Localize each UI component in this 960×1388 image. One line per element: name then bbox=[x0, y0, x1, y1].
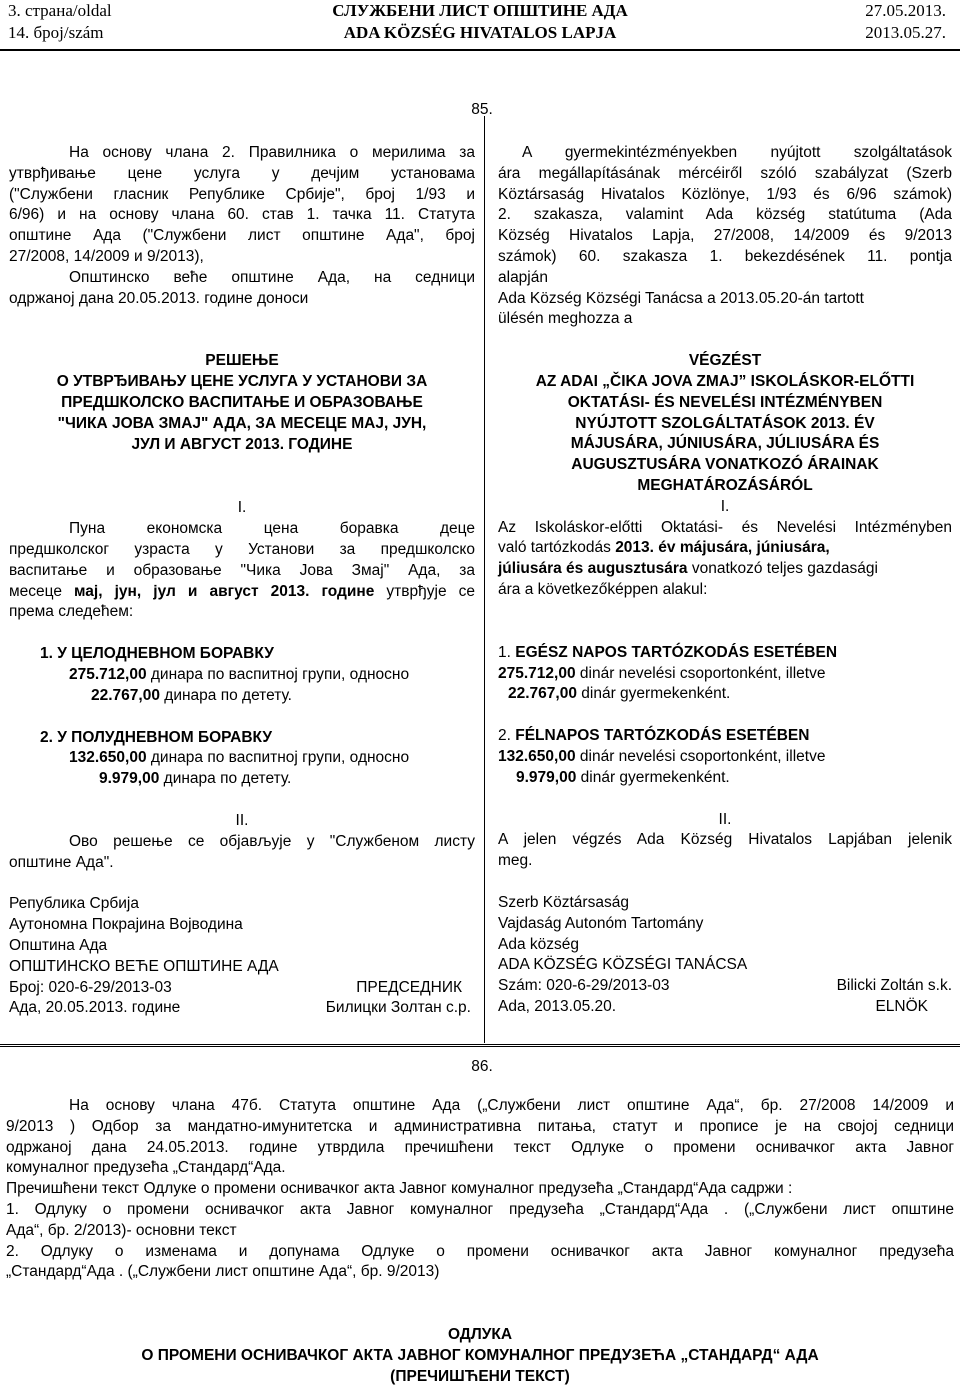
section-line: предшколског узраста у Установи за предшколско bbox=[9, 540, 475, 558]
item-line: 22.767,00 динара по детету. bbox=[91, 686, 292, 704]
item-title: 2. У ПОЛУДНЕВНОМ БОРАВКУ bbox=[40, 728, 273, 746]
signature-number-row bbox=[498, 976, 952, 997]
amount: 275.712,00 bbox=[69, 665, 147, 683]
amount: 22.767,00 bbox=[91, 686, 160, 704]
item-title: 1. У ЦЕЛОДНЕВНОМ БОРАВКУ bbox=[40, 645, 274, 663]
preamble-line: 27/2008, 14/2009 и 9/2013), bbox=[9, 247, 204, 265]
section-number: II. bbox=[235, 811, 249, 829]
body-line: 2. Одлуку о изменама и допунама Одлуке о промени оснивачког акта Јавног комуналног предузећа bbox=[6, 1242, 954, 1260]
preamble-line: На основу члана 2. Правилника о мерилима за bbox=[69, 144, 475, 161]
header-rule bbox=[0, 49, 960, 51]
signatory-title: ELNÖK bbox=[875, 997, 928, 1015]
header-right bbox=[865, 0, 946, 44]
preamble-line: alapján bbox=[498, 268, 548, 286]
decision-number: Број: 020-6-29/2013-03 bbox=[9, 978, 172, 996]
signature-line: Vajdaság Autonóm Tartomány bbox=[498, 914, 704, 932]
preamble-line: Község Hivatalos Lapja, 27/2008, 14/2009 és 9/2013 bbox=[498, 227, 952, 245]
header-title-hu: ADA KÖZSÉG HIVATALOS LAPJA bbox=[343, 23, 617, 42]
body-line: одржаној дана 24.05.2013. године утврдила пречишћени текст Одлуке о промени оснивачког акта Јавног bbox=[6, 1138, 954, 1156]
doc85-sr-preamble bbox=[9, 143, 475, 309]
body-line: Ада“, бр. 2/2013)- основни текст bbox=[6, 1221, 237, 1239]
doc86-separator bbox=[0, 1044, 960, 1047]
section-line: Пуна економска цена боравка деце bbox=[69, 520, 475, 538]
doc85-hu-item-1 bbox=[498, 643, 952, 705]
item-line: 132.650,00 динара по васпитној групи, односно bbox=[69, 749, 410, 767]
section-line: васпитање и образовање "Чика Јова Змај" Ада, за bbox=[9, 561, 475, 579]
signature-line: Ada község bbox=[498, 935, 579, 953]
doc85-sr-column bbox=[9, 143, 475, 1019]
amount: 132.650,00 bbox=[69, 749, 147, 767]
title-line: MEGHATÁROZÁSÁRÓL bbox=[637, 476, 813, 494]
doc85-hu-column bbox=[498, 143, 952, 1018]
title-line: О ПРОМЕНИ ОСНИВАЧКОГ АКТА ЈАВНОГ КОМУНАЛНОГ ПРЕДУЗЕЋА „СТАНДАРД“ АДА bbox=[141, 1346, 819, 1364]
section-number: I. bbox=[720, 497, 730, 515]
header-center bbox=[230, 0, 730, 44]
body-line: Пречишћени текст Одлуке о промени оснивачког акта Јавног комуналног предузећа „Стандард“Ада садржи : bbox=[6, 1180, 793, 1198]
amount: 22.767,00 bbox=[508, 685, 577, 703]
title-line: РЕШЕЊЕ bbox=[205, 352, 279, 370]
title-line: MÁJUSÁRA, JÚNIUSÁRA, JÚLIUSÁRA ÉS bbox=[570, 435, 880, 453]
doc85-sr-signature bbox=[9, 894, 475, 1019]
section-line: месеце мај, јун, јул и август 2013. године утврђује се bbox=[9, 582, 476, 600]
amount: 275.712,00 bbox=[498, 664, 576, 682]
preamble-line: számok) 60. szakasza 1. bekezdésének 11. pontja bbox=[498, 247, 952, 265]
header-page-number: 3. страна/oldal bbox=[8, 1, 112, 20]
signature-line: Аутономна Покрајина Војводина bbox=[9, 916, 243, 934]
signature-line: Република Србија bbox=[9, 895, 139, 913]
section-line: према следећем: bbox=[9, 603, 134, 621]
signature-line: Општина Ада bbox=[9, 936, 108, 954]
item-line: 9.979,00 динара по детету. bbox=[99, 770, 292, 788]
preamble-line: ("Службени гласник Републике Србије", број 1/93 и bbox=[9, 185, 475, 203]
doc85-sr-item-2 bbox=[9, 728, 475, 790]
title-line: VÉGZÉST bbox=[688, 352, 762, 370]
title-line: NYÚJTOTT SZOLGÁLTATÁSOK 2013. ÉV bbox=[575, 414, 875, 432]
title-line: AUGUSZTUSÁRA VONATKOZÓ ÁRAINAK bbox=[571, 456, 879, 474]
header-date-hu: 2013.05.27. bbox=[865, 23, 946, 42]
doc85-sr-item-1 bbox=[9, 644, 475, 706]
title-line: OKTATÁSI- ÉS NEVELÉSI INTÉZMÉNYBEN bbox=[567, 393, 883, 411]
preamble-line: одржаној дана 20.05.2013. године доноси bbox=[9, 289, 309, 307]
doc85-hu-title bbox=[498, 351, 952, 497]
title-line: AZ ADAI „ČIKA JOVA ZMAJ” ISKOLÁSKOR-ELŐTTI bbox=[535, 372, 915, 390]
section-line: A jelen végzés Ada Község Hivatalos Lapjában jelenik bbox=[498, 831, 952, 849]
doc86-number: 86. bbox=[471, 1058, 493, 1075]
section-number: I. bbox=[237, 499, 247, 517]
doc85-hu-signature bbox=[498, 893, 952, 1018]
preamble-line: ára megállapításának mércéiről szóló szabályzat (Szerb bbox=[498, 164, 952, 182]
decision-date: Ада, 20.05.2013. године bbox=[9, 999, 181, 1017]
preamble-line: 2. szakasza, valamint Ada község statútuma (Ada bbox=[498, 206, 952, 224]
doc85-hu-item-2 bbox=[498, 726, 952, 788]
title-line: ОДЛУКА bbox=[447, 1326, 513, 1344]
section-line: való tartózkodás 2013. év májusára, júniusára, bbox=[498, 539, 830, 557]
body-line: „Стандард“Ада . („Службени лист општине Ада“, бр. 9/2013) bbox=[6, 1263, 440, 1281]
signatory-name: Bilicki Zoltán s.k. bbox=[836, 977, 952, 995]
doc85-sr-section-1 bbox=[9, 498, 475, 623]
doc86-body bbox=[6, 1096, 954, 1388]
section-line: júliusára és augusztusára vonatkozó teljes gazdasági bbox=[498, 560, 878, 578]
doc85-number: 85. bbox=[471, 101, 493, 118]
signatory-name: Билицки Золтан с.р. bbox=[325, 999, 471, 1017]
item-line: 275.712,00 dinár nevelési csoportonként, illetve bbox=[498, 664, 826, 682]
doc85-hu-section-1 bbox=[498, 497, 952, 601]
preamble-line: општине Ада ("Службени лист општине Ада", број bbox=[9, 227, 475, 245]
doc85-sr-section-2 bbox=[9, 811, 475, 873]
doc85-hu-preamble bbox=[498, 143, 952, 330]
preamble-line: Köztársaság Hivatalos Közlönye, 1/93 és 6/96 számok) bbox=[498, 185, 952, 203]
decision-number: Szám: 020-6-29/2013-03 bbox=[498, 977, 670, 995]
column-divider bbox=[484, 116, 485, 1043]
signature-line: ОПШТИНСКО ВЕЋЕ ОПШТИНЕ АДА bbox=[9, 957, 279, 975]
doc85-sr-title bbox=[9, 351, 475, 455]
body-line: 1. Одлуку о промени оснивачког акта Јавног комуналног предузећа „Стандард“Ада . („Службени лист општине bbox=[6, 1200, 954, 1218]
doc85-hu-section-2 bbox=[498, 810, 952, 872]
item-line: 132.650,00 dinár nevelési csoportonként, illetve bbox=[498, 747, 826, 765]
preamble-line: утврђивање цене услуга у дечјим установама bbox=[9, 164, 475, 182]
body-line: На основу члана 47б. Статута општине Ада („Службени лист општине Ада“, бр. 27/2008 14/2009 и bbox=[69, 1097, 954, 1114]
title-line: ПРЕДШКОЛСКО ВАСПИТАЊЕ И ОБРАЗОВАЊЕ bbox=[61, 393, 423, 411]
decision-date: Ada, 2013.05.20. bbox=[498, 997, 617, 1015]
section-line: meg. bbox=[498, 852, 533, 870]
signature-number-row bbox=[9, 978, 475, 999]
signatory-title: ПРЕДСЕДНИК bbox=[356, 978, 462, 996]
signature-line: Szerb Köztársaság bbox=[498, 893, 629, 911]
header-date-sr: 27.05.2013. bbox=[865, 1, 946, 20]
section-number: II. bbox=[718, 810, 732, 828]
title-line: (ПРЕЧИШЋЕНИ ТЕКСТ) bbox=[390, 1367, 570, 1385]
header-issue-number: 14. број/szám bbox=[8, 23, 104, 42]
body-line: комуналног предузећа „Стандард“Ада. bbox=[6, 1159, 286, 1177]
amount: 9.979,00 bbox=[99, 770, 160, 788]
section-line: општине Ада". bbox=[9, 853, 114, 871]
preamble-line: Ada Község Községi Tanácsa a 2013.05.20-án tartott bbox=[498, 289, 864, 307]
section-line: ára a következőképpen alakul: bbox=[498, 580, 708, 598]
doc86-title bbox=[6, 1325, 954, 1387]
signature-date-row bbox=[9, 998, 475, 1019]
amount: 9.979,00 bbox=[516, 768, 577, 786]
item-line: 9.979,00 dinár gyermekenként. bbox=[516, 768, 730, 786]
title-line: "ЧИКА ЈОВА ЗМАЈ" АДА, ЗА МЕСЕЦЕ МАЈ, ЈУН, bbox=[57, 414, 427, 432]
preamble-line: 6/96) и на основу члана 60. став 1. тачка 11. Статута bbox=[9, 206, 475, 224]
signature-line: ADA KÖZSÉG KÖZSÉGI TANÁCSA bbox=[498, 956, 748, 974]
body-line: 9/2013 ) Одбор за мандатно-имунитетска и административна питања, статут и прописе је на својој седници bbox=[6, 1117, 954, 1135]
item-line: 22.767,00 dinár gyermekenként. bbox=[508, 685, 731, 703]
section-line: Ово решење се објављује у "Службеном листу bbox=[69, 832, 475, 850]
preamble-line: A gyermekintézményekben nyújtott szolgáltatások bbox=[522, 144, 952, 161]
amount: 132.650,00 bbox=[498, 747, 576, 765]
preamble-line: ülésén meghozza a bbox=[498, 310, 633, 328]
item-title: 1. EGÉSZ NAPOS TARTÓZKODÁS ESETÉBEN bbox=[498, 643, 838, 661]
item-line: 275.712,00 динара по васпитној групи, односно bbox=[69, 665, 410, 683]
header-title-sr: СЛУЖБЕНИ ЛИСТ ОПШТИНЕ АДА bbox=[332, 1, 628, 20]
title-line: О УТВРЂИВАЊУ ЦЕНЕ УСЛУГА У УСТАНОВИ ЗА bbox=[56, 373, 428, 391]
header-left bbox=[8, 0, 112, 44]
signature-date-row bbox=[498, 997, 952, 1018]
section-line: Az Iskoláskor-előtti Oktatási- és Nevelési Intézményben bbox=[498, 518, 952, 536]
item-title: 2. FÉLNAPOS TARTÓZKODÁS ESETÉBEN bbox=[498, 727, 810, 745]
preamble-line: Општинско веће општине Ада, на седници bbox=[69, 268, 475, 286]
title-line: ЈУЛ И АВГУСТ 2013. ГОДИНЕ bbox=[131, 435, 353, 453]
